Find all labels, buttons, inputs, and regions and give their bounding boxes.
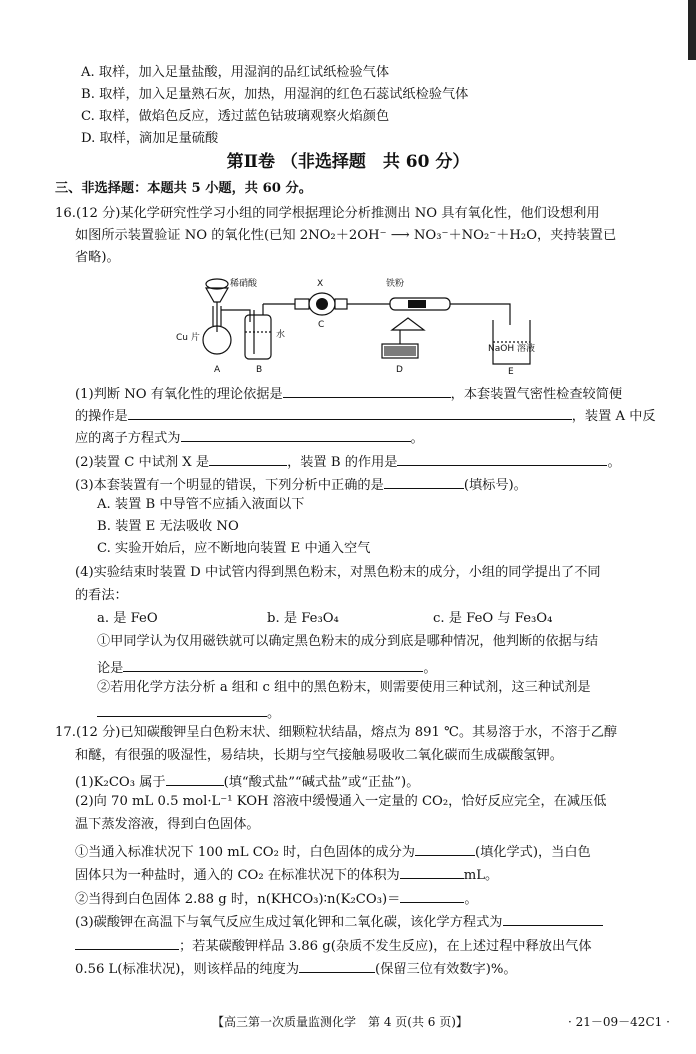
q17-part2-sub2: ②当得到白色固体 2.88 g 时，n(KHCO₃)∶n(K₂CO₃)＝ 。 (75, 889, 478, 906)
section-heading: 三、非选择题：本题共 5 小题，共 60 分。 (55, 181, 312, 196)
q16-part1-line1: (1)判断 NO 有氧化性的理论依据是 ，本套装置气密性检查较简便 (75, 384, 622, 401)
label-naoh: NaOH 溶液 (488, 344, 535, 354)
q16-part4-sub1-line2: 论是 。 (97, 658, 437, 675)
label-dilute-nitric-acid: 稀硝酸 (230, 279, 258, 289)
q17-part3-line2: ；若某碳酸钾样品 3.86 g(杂质不发生反应)，在上述过程中释放出气体 (75, 936, 592, 953)
label-b: B (256, 365, 263, 375)
label-a: A (214, 365, 221, 375)
q16-part3-option-a: A. 装置 B 中导管不应插入液面以下 (97, 497, 305, 512)
label-water: 水 (276, 330, 286, 340)
option-d: D. 取样，滴加足量硫酸 (81, 131, 219, 146)
q16-part4-line2: 的看法： (75, 588, 128, 603)
q16-part3-option-c: C. 实验开始后，应不断地向装置 E 中通入空气 (97, 541, 371, 556)
q16-part4-sub2-line2: 。 (97, 703, 280, 720)
q16-line3: 省略)。 (75, 250, 120, 265)
label-c: C (318, 320, 325, 330)
label-cu: Cu 片 (176, 333, 200, 343)
q16-part4-sub1-line1: ①甲同学认为仅用磁铁就可以确定黑色粉末的成分到底是哪种情况，他判断的依据与结 (97, 634, 599, 649)
q16-part1-line2: 的操作是 ，装置 A 中反 (75, 406, 656, 423)
q16-part4-option-c: c. 是 FeO 与 Fe₃O₄ (433, 611, 553, 626)
footer-code: · 21－09－42C1 · (568, 1015, 670, 1029)
label-iron-powder: 铁粉 (386, 279, 405, 289)
label-x: X (317, 279, 324, 289)
q17-part1: (1)K₂CO₃ 属于 (填“酸式盐”“碱式盐”或“正盐”)。 (75, 772, 419, 789)
q16-line2: 如图所示装置验证 NO 的氧化性(已知 2NO₂＋2OH⁻ ⟶ NO₃⁻＋NO₂⁻＋H₂O，夹持装置已 (75, 228, 617, 243)
q16-part1-line3: 应的离子方程式为 。 (75, 428, 424, 445)
label-e: E (508, 367, 514, 375)
scan-edge-mark (688, 0, 696, 60)
q16-part3: (3)本套装置有一个明显的错误，下列分析中正确的是 (填标号)。 (75, 475, 527, 492)
q17-part2-line2: 温下蒸发溶液，得到白色固体。 (75, 817, 260, 832)
option-a: A. 取样，加入足量盐酸，用湿润的品红试纸检验气体 (81, 65, 390, 80)
q16-part2: (2)装置 C 中试剂 X 是 ，装置 B 的作用是 。 (75, 452, 621, 469)
q16-line1: 16.(12 分)某化学研究性学习小组的同学根据理论分析推测出 NO 具有氧化性，他们设想利用 (55, 206, 600, 221)
apparatus-figure (170, 270, 550, 375)
q16-part4-sub2-line1: ②若用化学方法分析 a 组和 c 组中的黑色粉末，则需要使用三种试剂，这三种试剂是 (97, 680, 591, 695)
q17-part2-line1: (2)向 70 mL 0.5 mol·L⁻¹ KOH 溶液中缓慢通入一定量的 CO₂，恰好反应完全，在减压低 (75, 794, 607, 809)
option-b: B. 取样，加入足量熟石灰，加热，用湿润的红色石蕊试纸检验气体 (81, 87, 469, 102)
q16-part4-option-a: a. 是 FeO (97, 611, 158, 626)
label-d: D (396, 365, 403, 375)
q17-part2-sub1-line1: ①当通入标准状况下 100 mL CO₂ 时，白色固体的成分为 (填化学式)，当白色 (75, 842, 591, 859)
q16-part4-line1: (4)实验结束时装置 D 中试管内得到黑色粉末，对黑色粉末的成分，小组的同学提出了不同 (75, 565, 601, 580)
q16-part3-option-b: B. 装置 E 无法吸收 NO (97, 519, 239, 534)
q17-line2: 和醚，有很强的吸湿性，易结块，长期与空气接触易吸收二氧化碳而生成碳酸氢钾。 (75, 748, 563, 763)
q17-part3-line1: (3)碳酸钾在高温下与氧气反应生成过氧化钾和二氧化碳，该化学方程式为 (75, 912, 603, 929)
q17-line1: 17.(12 分)已知碳酸钾呈白色粉末状、细颗粒状结晶，熔点为 891 ℃。其易溶于水，不溶于乙醇 (55, 725, 618, 740)
q17-part3-line3: 0.56 L(标准状况)，则该样品的纯度为 (保留三位有效数字)%。 (75, 959, 517, 976)
q16-part4-option-b: b. 是 Fe₃O₄ (267, 611, 339, 626)
section-title: 第Ⅱ卷 （非选择题 共 60 分） (226, 152, 470, 172)
q17-part2-sub1-line2: 固体只为一种盐时，通入的 CO₂ 在标准状况下的体积为 mL。 (75, 865, 498, 882)
footer-title: 【高三第一次质量监测化学 第 4 页(共 6 页)】 (212, 1015, 468, 1029)
option-c: C. 取样，做焰色反应，透过蓝色钴玻璃观察火焰颜色 (81, 109, 390, 124)
